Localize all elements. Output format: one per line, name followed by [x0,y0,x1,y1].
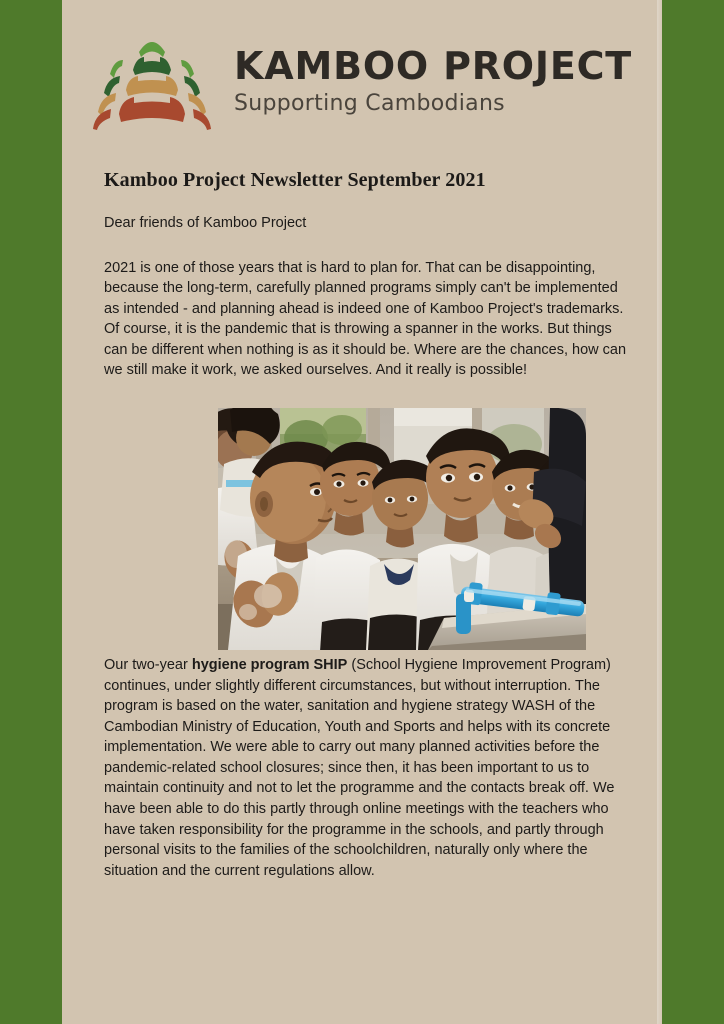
paragraph-ship-program [104,655,630,881]
brand-name: KAMBOO PROJECT [234,43,632,88]
schoolchildren-handwashing-photo [218,408,586,650]
salutation: Dear friends of Kamboo Project [104,215,307,231]
article-upper [104,168,630,381]
ship-program-emphasis: hygiene program SHIP [191,657,348,673]
article-lower [104,655,630,881]
ship-rest-text: (School Hygiene Improvement Program) continues, under slightly different circumstances, but without interruption. The program is based on the water, sanitation and hygiene strategy WASH of the Cambodian Ministry of Education, Youth and Sports and helps with its concrete implementation. We were able to carry out many planned activities before the pandemic-related school closures; since then, it has been important to us to maintain continuity and not to let the programme and the contacts break off. We have been able to do this partly through online meetings with the teachers who have taken responsibility for the programme in the schools, and partly through personal visits to the families of the schoolchildren, naturally only where the situation and the current regulations allow. [104,657,615,879]
logo-wordmark [234,45,632,116]
newsletter-sheet [62,0,662,1024]
masthead [62,0,662,160]
kamboo-temple-mark-icon [92,30,212,130]
paragraph-intro: 2021 is one of those years that is hard to plan for. That can be disappointing, because the long-term, carefully planned programs simply can't be implemented as intended - and planning ahead is indeed one of Kamboo Project's trademarks. Of course, it is the pandemic that is throwing a spanner in the works. But things can be different when nothing is as it should be. Where are the chances, how can we still make it work, we asked ourselves. And it really is possible! [104,259,627,379]
photo-image [218,408,586,650]
ship-lead-text: Our two-year [104,657,192,673]
brand-tagline: Supporting Cambodians [234,91,505,117]
page-title: Kamboo Project Newsletter September 2021 [104,169,486,191]
